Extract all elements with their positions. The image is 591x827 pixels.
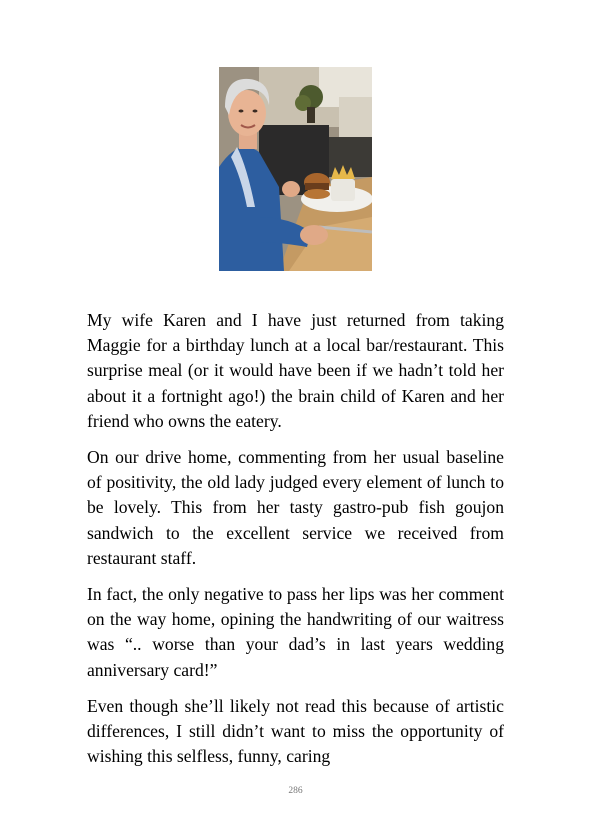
paragraph: On our drive home, commenting from her usual baseline of positivity, the old lady judged every element of lunch to be lovely. This from her tasty gastro-pub fish goujon sandwich to the excellent service we received from restaurant staff.: [87, 447, 504, 568]
paragraph: My wife Karen and I have just returned from taking Maggie for a birthday lunch at a local bar/restaurant. This surprise meal (or it would have been if we hadn’t told her about it a fortnight ago!) the brain child of Karen and her friend who owns the eatery.: [87, 310, 504, 431]
paragraph: In fact, the only negative to pass her lips was her comment on the way home, opining the handwriting of our waitress was “.. worse than your dad’s in last years wedding anniversary card!”: [87, 584, 504, 680]
photo-illustration: [219, 67, 372, 271]
page-number: 286: [288, 786, 303, 796]
body-text: [87, 308, 504, 780]
photo-woman-at-lunch: [219, 67, 372, 271]
paragraph: Even though she’ll likely not read this because of artistic differences, I still didn’t want to miss the opportunity of wishing this selfless, funny, caring: [87, 695, 504, 767]
